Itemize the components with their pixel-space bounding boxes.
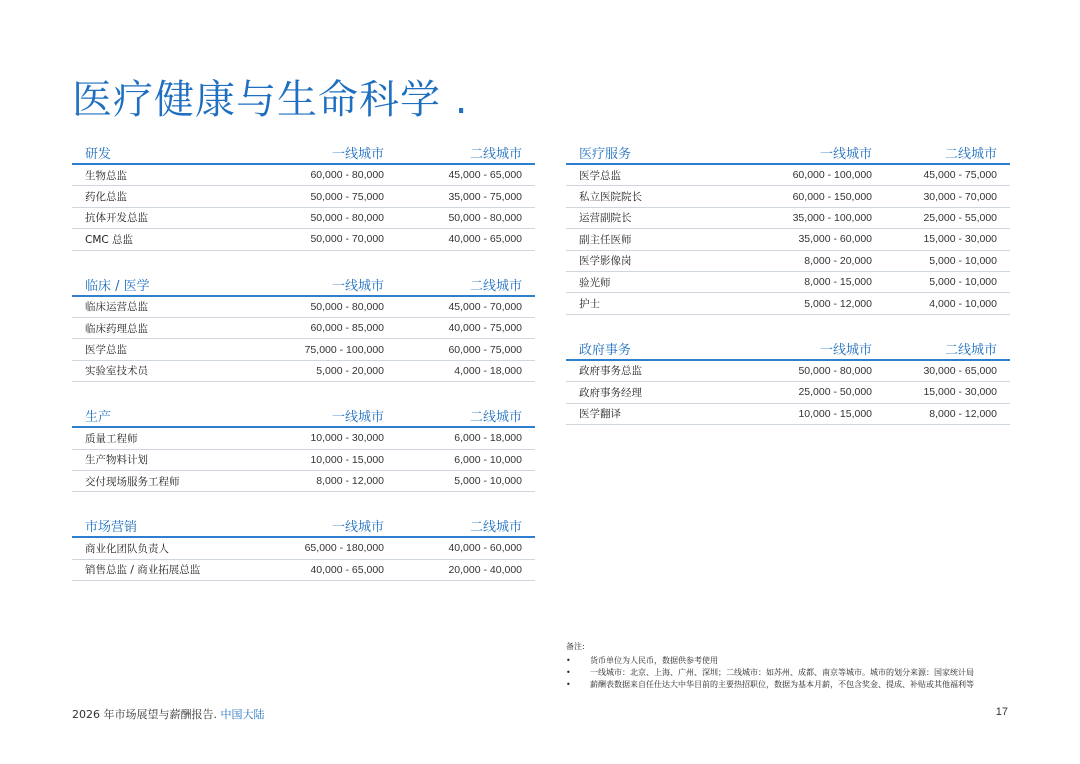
tier1-salary: 10,000 - 30,000 (310, 432, 384, 445)
bullet-icon: • (566, 656, 571, 665)
category-heading: 政府事务 (579, 342, 632, 358)
tier1-salary: 50,000 - 80,000 (798, 364, 872, 377)
tier1-salary: 8,000 - 12,000 (316, 475, 384, 488)
tier2-heading: 二线城市 (944, 342, 997, 358)
table-row (72, 538, 535, 559)
tier1-salary: 50,000 - 80,000 (310, 211, 384, 224)
note-item (566, 655, 1026, 667)
table-row (566, 229, 1010, 250)
tier1-heading: 一线城市 (331, 410, 384, 426)
tier1-heading: 一线城市 (819, 342, 872, 358)
tier2-salary: 4,000 - 10,000 (929, 297, 997, 310)
tier2-salary: 45,000 - 70,000 (448, 300, 522, 313)
tier2-salary: 15,000 - 30,000 (923, 233, 997, 246)
tier2-heading: 二线城市 (469, 278, 522, 294)
tier2-salary: 35,000 - 75,000 (448, 190, 522, 203)
tier2-salary: 45,000 - 75,000 (923, 169, 997, 182)
table-header (72, 140, 535, 165)
salary-table (566, 336, 1010, 425)
tier1-heading: 一线城市 (331, 520, 384, 536)
note-text: 薪酬表数据来自任仕达大中华目前的主要热招职位，数据为基本月薪，不包含奖金、提成、补贴或其他福利等 (590, 680, 974, 689)
table-row (72, 318, 535, 339)
tier1-salary: 50,000 - 75,000 (310, 190, 384, 203)
table-row (566, 251, 1010, 272)
tier2-salary: 5,000 - 10,000 (929, 276, 997, 289)
tier2-salary: 30,000 - 70,000 (923, 190, 997, 203)
table-row (566, 382, 1010, 403)
table-row (566, 208, 1010, 229)
note-text: 货币单位为人民币，数据供参考使用 (590, 656, 718, 665)
category-heading: 生产 (85, 410, 112, 426)
role-name: 医学翻译 (579, 408, 621, 421)
table-row (72, 428, 535, 449)
role-name: 医学总监 (85, 344, 127, 357)
table-row (566, 165, 1010, 186)
role-name: 护士 (579, 298, 600, 311)
right-column (566, 140, 1010, 446)
tier2-heading: 二线城市 (944, 147, 997, 162)
tier2-salary: 6,000 - 10,000 (454, 453, 522, 466)
tier1-salary: 35,000 - 100,000 (792, 211, 872, 224)
table-row (72, 471, 535, 492)
tier2-salary: 15,000 - 30,000 (923, 386, 997, 399)
tier1-salary: 40,000 - 65,000 (310, 563, 384, 576)
tier1-salary: 5,000 - 12,000 (804, 297, 872, 310)
table-header (566, 336, 1010, 361)
tier1-heading: 一线城市 (819, 147, 872, 162)
role-name: 药化总监 (85, 191, 127, 204)
notes-title: 备注: (566, 642, 585, 651)
table-row (566, 186, 1010, 207)
role-name: 临床药理总监 (85, 322, 148, 335)
tier1-salary: 60,000 - 80,000 (310, 169, 384, 182)
footer-report-title: 2026 年市场展望与薪酬报告. (72, 708, 217, 721)
bullet-icon: • (566, 668, 571, 677)
tier1-heading: 一线城市 (331, 147, 384, 162)
role-name: 临床运营总监 (85, 301, 148, 314)
tier2-heading: 二线城市 (469, 410, 522, 426)
role-name: 私立医院院长 (579, 191, 642, 204)
table-header (72, 403, 535, 428)
tier2-heading: 二线城市 (469, 147, 522, 162)
footer (72, 706, 265, 722)
tier1-salary: 50,000 - 80,000 (310, 300, 384, 313)
table-row (72, 186, 535, 207)
table-header (566, 140, 1010, 165)
table-row (566, 293, 1010, 314)
page-title: 医疗健康与生命科学 . (72, 77, 469, 123)
page-number: 17 (995, 706, 1008, 718)
role-name: 医学影像岗 (579, 255, 632, 268)
notes-list (566, 655, 1026, 691)
tier2-salary: 8,000 - 12,000 (929, 407, 997, 420)
table-row (72, 450, 535, 471)
tier1-salary: 8,000 - 15,000 (804, 276, 872, 289)
tier2-salary: 6,000 - 18,000 (454, 432, 522, 445)
table-row (72, 339, 535, 360)
note-text: 一线城市：北京、上海、广州、深圳；二线城市：如苏州、成都、南京等城市。城市的划分来源：国家统计局 (590, 668, 974, 677)
role-name: 副主任医师 (579, 233, 632, 246)
table-row (72, 165, 535, 186)
category-heading: 研发 (85, 147, 112, 162)
tier2-salary: 40,000 - 65,000 (448, 233, 522, 246)
role-name: 运营副院长 (579, 212, 632, 225)
salary-table (72, 140, 535, 251)
tier2-salary: 45,000 - 65,000 (448, 169, 522, 182)
tier2-salary: 50,000 - 80,000 (448, 211, 522, 224)
tier1-salary: 35,000 - 60,000 (798, 233, 872, 246)
notes (566, 641, 1026, 691)
tier2-salary: 5,000 - 10,000 (929, 254, 997, 267)
salary-table (72, 403, 535, 492)
tier1-salary: 8,000 - 20,000 (804, 254, 872, 267)
category-heading: 市场营销 (85, 520, 138, 536)
tier2-heading: 二线城市 (469, 520, 522, 536)
tier1-salary: 10,000 - 15,000 (310, 453, 384, 466)
salary-table (72, 272, 535, 383)
tier1-salary: 75,000 - 100,000 (304, 343, 384, 356)
table-row (72, 229, 535, 250)
tier2-salary: 20,000 - 40,000 (448, 563, 522, 576)
tier1-salary: 5,000 - 20,000 (316, 364, 384, 377)
table-row (566, 361, 1010, 382)
salary-table (566, 140, 1010, 315)
left-column (72, 140, 535, 602)
salary-table (72, 513, 535, 581)
role-name: 销售总监 / 商业拓展总监 (85, 564, 201, 577)
table-row (72, 208, 535, 229)
tier1-salary: 10,000 - 15,000 (798, 407, 872, 420)
role-name: 实验室技术员 (85, 365, 148, 378)
role-name: 生产物料计划 (85, 454, 148, 467)
tier2-salary: 25,000 - 55,000 (923, 211, 997, 224)
role-name: 生物总监 (85, 169, 127, 182)
role-name: 质量工程师 (85, 432, 138, 445)
tier2-salary: 40,000 - 75,000 (448, 322, 522, 335)
category-heading: 医疗服务 (579, 147, 632, 162)
role-name: 交付现场服务工程师 (85, 475, 180, 488)
category-heading: 临床 / 医学 (85, 278, 150, 294)
tier1-salary: 60,000 - 150,000 (792, 190, 872, 203)
note-item (566, 667, 1026, 679)
table-header (72, 272, 535, 297)
tier1-salary: 60,000 - 85,000 (310, 322, 384, 335)
table-header (72, 513, 535, 538)
role-name: 抗体开发总监 (85, 212, 148, 225)
tier2-salary: 40,000 - 60,000 (448, 542, 522, 555)
table-row (72, 361, 535, 382)
tier1-salary: 60,000 - 100,000 (792, 169, 872, 182)
tier2-salary: 60,000 - 75,000 (448, 343, 522, 356)
tier2-salary: 5,000 - 10,000 (454, 475, 522, 488)
note-item (566, 679, 1026, 691)
tier1-salary: 50,000 - 70,000 (310, 233, 384, 246)
role-name: 医学总监 (579, 169, 621, 182)
role-name: 验光师 (579, 276, 611, 289)
tier1-heading: 一线城市 (331, 278, 384, 294)
table-row (72, 297, 535, 318)
table-row (72, 560, 535, 581)
tier1-salary: 65,000 - 180,000 (304, 542, 384, 555)
role-name: CMC 总监 (85, 233, 134, 246)
bullet-icon: • (566, 680, 571, 689)
role-name: 政府事务总监 (579, 365, 642, 378)
tier2-salary: 4,000 - 18,000 (454, 364, 522, 377)
tier2-salary: 30,000 - 65,000 (923, 364, 997, 377)
footer-region: 中国大陆 (220, 708, 265, 721)
table-row (566, 272, 1010, 293)
role-name: 政府事务经理 (579, 386, 642, 399)
table-row (566, 404, 1010, 425)
tier1-salary: 25,000 - 50,000 (798, 386, 872, 399)
role-name: 商业化团队负责人 (85, 542, 169, 555)
